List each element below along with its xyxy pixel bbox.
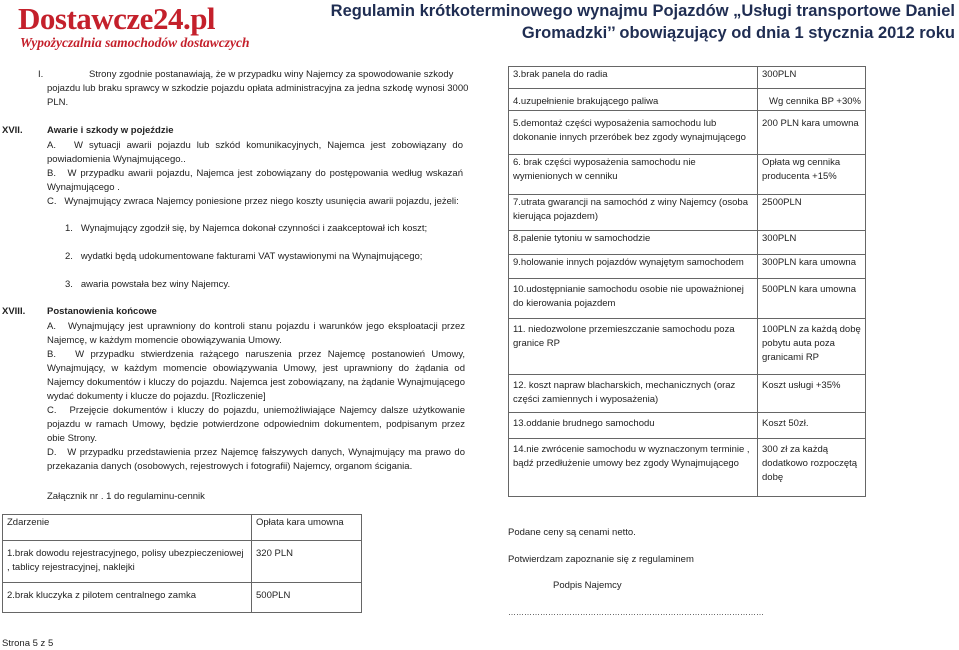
xvii-c3-text: awaria powstała bez winy Najemcy.: [80, 279, 231, 290]
section-xviii-title: Postanowienia końcowe: [47, 306, 157, 317]
table-row: [3, 541, 362, 583]
table-cell: Wg cennika BP +30%: [758, 89, 866, 111]
item-i-body: Strony zgodnie postanawiają, że w przypadku winy Najemcy za spowodowanie szkody pojazdu lub braku sprawcy w szkodzie pojazdu opłata administracyjna za jedna szkodę wynosi 3000 PLN.: [47, 69, 469, 108]
section-xviii-a: [47, 320, 465, 348]
table-cell: Koszt usługi +35%: [758, 375, 866, 413]
table-cell: 320 PLN: [252, 541, 362, 583]
table-cell: 3.brak panela do radia: [509, 67, 758, 89]
table-header-cell: Zdarzenie: [3, 515, 252, 541]
company-logo: Dostawcze24.pl: [18, 1, 216, 36]
section-xvii-number: XVII.: [2, 125, 23, 136]
table-cell: 300PLN kara umowna: [758, 255, 866, 279]
company-tagline: Wypożyczalnia samochodów dostawczych: [20, 35, 250, 50]
section-xviii-d: [47, 446, 465, 474]
signature-line: ……………………………………………………………………………………: [508, 608, 764, 617]
table-cell: 1.brak dowodu rejestracyjnego, polisy ubezpieczeniowej , tablicy rejestracyjnej, naklejki: [3, 541, 252, 583]
table-row: [509, 111, 866, 155]
table-cell: 12. koszt napraw blacharskich, mechanicznych (oraz części zamiennych i wyposażenia): [509, 375, 758, 413]
table-cell: 6. brak części wyposażenia samochodu nie wymienionych w cenniku: [509, 155, 758, 195]
table-cell: Opłata wg cennika producenta +15%: [758, 155, 866, 195]
xviii-c-label: C.: [47, 405, 57, 416]
table-row: [509, 195, 866, 231]
xviii-a-label: A.: [47, 321, 56, 332]
section-xvii-c: [47, 195, 463, 209]
xvii-c2-text: wydatki będą udokumentowane fakturami VAT wystawionymi na Wynajmującego;: [80, 251, 423, 262]
table-cell: 300PLN: [758, 67, 866, 89]
section-xviii-b: [47, 348, 465, 404]
table-cell: 11. niedozwolone przemieszczanie samochodu poza granice RP: [509, 319, 758, 375]
xviii-d-text: W przypadku przedstawienia przez Najemcę fałszywych danych, Wynajmujący ma prawo do przekazania danych (osobowych, rejestrowych i fotografii) Najemcy, organom ścigania.: [47, 447, 465, 472]
xviii-d-label: D.: [47, 447, 57, 458]
xvii-c3-label: 3.: [65, 279, 73, 290]
section-xvii-c2: [65, 250, 463, 264]
xvii-c1-text: Wynajmujący zgodził się, by Najemca dokonał czynności i zaakceptował ich koszt;: [80, 223, 428, 234]
xvii-a-label: A.: [47, 140, 56, 151]
table-cell: 200 PLN kara umowna: [758, 111, 866, 155]
annex-title: Załącznik nr . 1 do regulaminu-cennik: [47, 491, 205, 502]
table-row: [509, 231, 866, 255]
table-row: [509, 439, 866, 497]
table-cell: 10.udostępnianie samochodu osobie nie upoważnionej do kierowania pojazdem: [509, 279, 758, 319]
table-cell: 5.demontaż części wyposażenia samochodu lub dokonanie innych przeróbek bez zgody wynajmującego: [509, 111, 758, 155]
table-row: [3, 583, 362, 613]
section-xvii-a: [47, 139, 463, 167]
table-row: [509, 413, 866, 439]
signature-label: Podpis Najemcy: [553, 580, 622, 591]
price-table-right: [508, 66, 866, 497]
table-cell: 7.utrata gwarancji na samochód z winy Najemcy (osoba kierująca pojazdem): [509, 195, 758, 231]
table-row: [509, 155, 866, 195]
table-cell: 4.uzupełnienie brakującego paliwa: [509, 89, 758, 111]
price-table-left: [2, 514, 362, 613]
xviii-c-text: Przejęcie dokumentów i kluczy do pojazdu, uniemożliwiające Najemcy dalsze użytkowanie pojazdu w ramach Umowy, będzie potwierdzone odpowiednim dokumentem, podpisanym przez obie Strony.: [47, 405, 466, 444]
xvii-b-text: W przypadku awarii pojazdu, Najemca jest zobowiązany do postępowania według wskazań Wynajmującego .: [47, 168, 463, 193]
item-i-text: [47, 68, 475, 110]
xvii-c-text: Wynajmujący zwraca Najemcy poniesione przez niego koszty usunięcia awarii pojazdu, jeżeli:: [64, 196, 459, 207]
section-xvii-c3: [65, 278, 463, 292]
xvii-a-text: W sytuacji awarii pojazdu lub szkód komunikacyjnych, Najemca jest zobowiązany do powiadomienia Wynajmującego..: [47, 140, 463, 165]
item-i-number: I.: [38, 69, 44, 80]
table-row: [509, 89, 866, 111]
document-title-line1: Regulamin krótkoterminowego wynajmu Pojazdów „Usługi transportowe Daniel: [330, 2, 955, 20]
xvii-c-label: C.: [47, 196, 57, 207]
table-cell: 300PLN: [758, 231, 866, 255]
section-xvii-b: [47, 167, 463, 195]
xviii-b-label: B.: [47, 349, 56, 360]
table-row: [509, 67, 866, 89]
xvii-c1-label: 1.: [65, 223, 73, 234]
table-cell: 8.palenie tytoniu w samochodzie: [509, 231, 758, 255]
table-row: [509, 255, 866, 279]
confirmation-text: Potwierdzam zapoznanie się z regulaminem: [508, 554, 694, 565]
table-row: [509, 375, 866, 413]
page-number: Strona 5 z 5: [2, 638, 54, 649]
table-cell: 300 zł za każdą dodatkowo rozpoczętą dobę: [758, 439, 866, 497]
xvii-c2-label: 2.: [65, 251, 73, 262]
table-cell: 2500PLN: [758, 195, 866, 231]
table-cell: Koszt 50zł.: [758, 413, 866, 439]
table-cell: 2.brak kluczyka z pilotem centralnego zamka: [3, 583, 252, 613]
xviii-b-text: W przypadku stwierdzenia rażącego naruszenia przez Najemcę postanowień Umowy, Wynajmujący, w każdym momencie obowiązywania Umowy, jest uprawniony do żądania od Najemcy dokumentów i kluczy do pojazdu. Najemca jest zobowiązany, na żądanie Wynajmującego wydać dokumenty i klucze do pojazdu. [Rozliczenie]: [47, 349, 466, 402]
table-row: [509, 319, 866, 375]
table-cell: 500PLN kara umowna: [758, 279, 866, 319]
table-cell: 13.oddanie brudnego samochodu: [509, 413, 758, 439]
table-cell: 14.nie zwrócenie samochodu w wyznaczonym terminie , bądź przedłużenie umowy bez zgody Wynajmującego: [509, 439, 758, 497]
section-xviii-number: XVIII.: [2, 306, 26, 317]
document-title-line2: Gromadzki’’ obowiązujący od dnia 1 stycznia 2012 roku: [521, 24, 955, 42]
prices-note: Podane ceny są cenami netto.: [508, 527, 636, 538]
table-cell: 9.holowanie innych pojazdów wynajętym samochodem: [509, 255, 758, 279]
xvii-b-label: B.: [47, 168, 56, 179]
section-xviii-c: [47, 404, 465, 446]
section-xvii-title: Awarie i szkody w pojeździe: [47, 125, 174, 136]
table-row: [509, 279, 866, 319]
table-row: [3, 515, 362, 541]
table-cell: 500PLN: [252, 583, 362, 613]
section-xvii-c1: [65, 222, 463, 236]
xviii-a-text: Wynajmujący jest uprawniony do kontroli stanu pojazdu i warunków jego eksploatacji przez Najemcę, w każdym momencie obowiązywania Umowy.: [47, 321, 465, 346]
table-cell: 100PLN za każdą dobę pobytu auta poza granicami RP: [758, 319, 866, 375]
table-header-cell: Opłata kara umowna: [252, 515, 362, 541]
